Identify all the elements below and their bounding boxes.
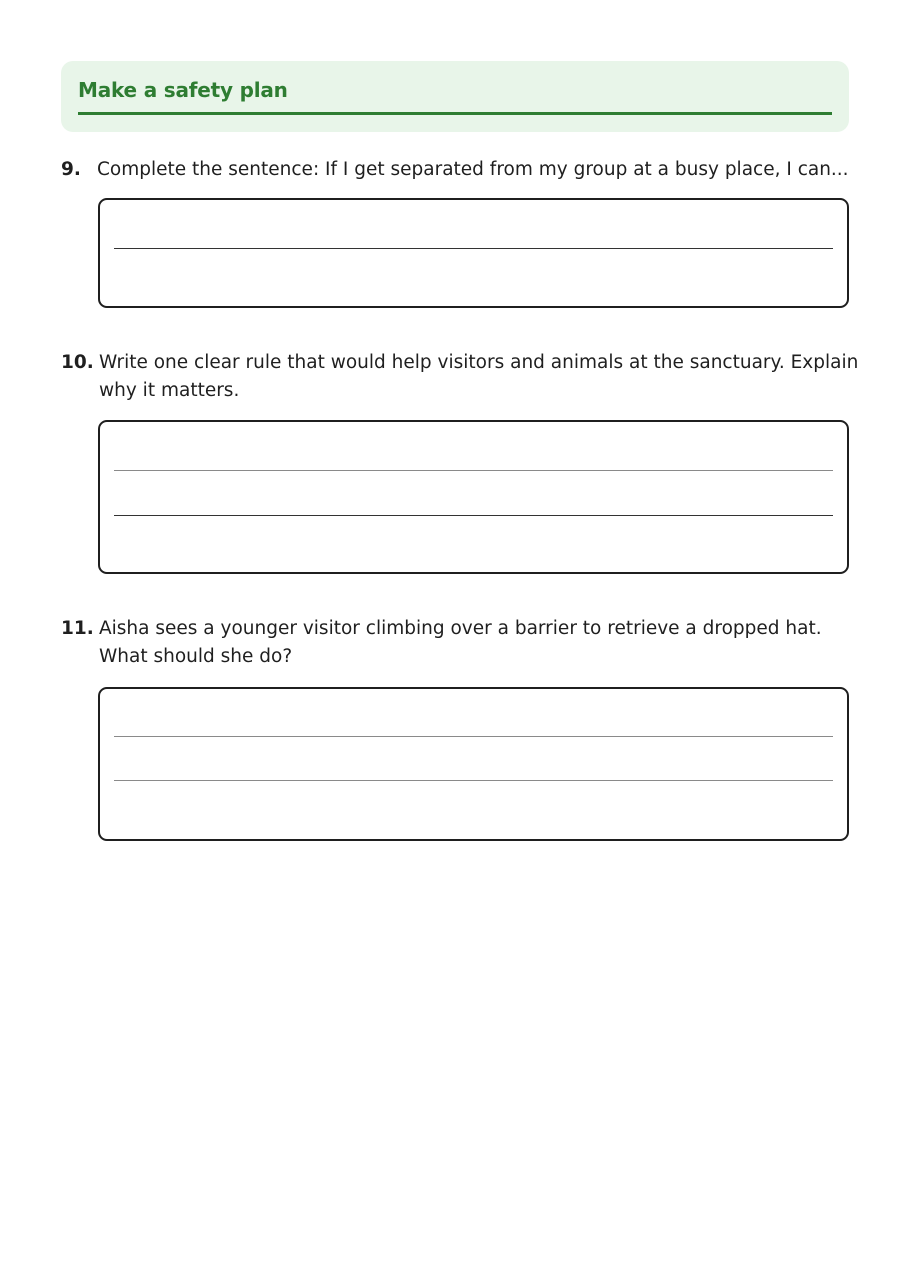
section-title: Make a safety plan [78,78,288,102]
answer-line [114,780,833,781]
answer-box-11[interactable] [98,687,849,841]
question-text [97,156,851,184]
question-text-line: why it matters. [99,380,240,401]
question-text [99,615,851,671]
answer-line [114,470,833,471]
answer-box-9[interactable] [98,198,849,308]
section-header [61,61,849,132]
question-number: 11. [61,618,94,639]
answer-box-10[interactable] [98,420,849,574]
question-text-line: Complete the sentence: If I get separated from my group at a busy place, I can... [97,159,849,180]
question-text [99,349,859,405]
question-text-line: Write one clear rule that would help visitors and animals at the sanctuary. Explain [99,352,859,373]
answer-line [114,515,833,516]
question-text-line: Aisha sees a younger visitor climbing over a barrier to retrieve a dropped hat. [99,618,822,639]
question-number: 9. [61,159,81,180]
answer-line [114,736,833,737]
question-text-line: What should she do? [99,646,293,667]
answer-line [114,248,833,249]
section-divider [78,112,832,115]
question-number: 10. [61,352,94,373]
